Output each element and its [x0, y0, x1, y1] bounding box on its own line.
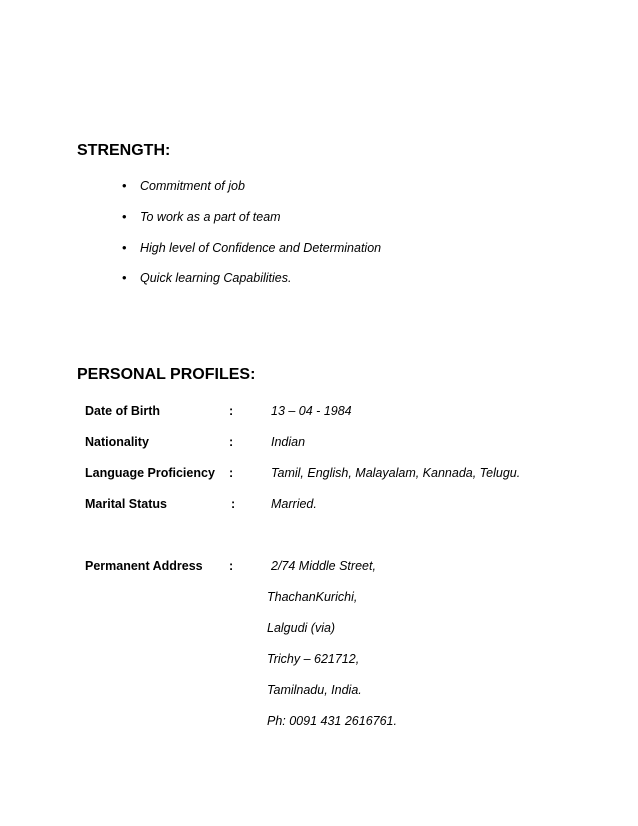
profile-row-nationality	[0, 435, 638, 453]
profile-value: Married.	[271, 497, 317, 511]
bullet-icon: •	[122, 209, 127, 224]
profile-label: Marital Status	[85, 497, 167, 511]
profile-value: 13 – 04 - 1984	[271, 404, 352, 418]
strength-item-text: To work as a part of team	[140, 210, 281, 224]
profile-value: Tamil, English, Malayalam, Kannada, Telugu.	[271, 466, 521, 480]
strength-item-text: High level of Confidence and Determination	[140, 241, 382, 255]
address-line: 2/74 Middle Street,	[271, 559, 376, 573]
address-line: Lalgudi (via)	[267, 621, 336, 635]
profile-separator: :	[231, 497, 236, 511]
bullet-icon: •	[122, 240, 127, 255]
profile-label: Date of Birth	[85, 404, 160, 418]
profile-separator: :	[229, 435, 234, 449]
profile-separator: :	[229, 559, 234, 573]
profile-row-language	[0, 466, 638, 484]
address-line: Tamilnadu, India.	[267, 683, 362, 697]
profile-label: Language Proficiency	[85, 466, 215, 480]
bullet-icon: •	[122, 178, 127, 193]
strength-item-text: Commitment of job	[140, 179, 245, 193]
personal-profiles-heading: PERSONAL PROFILES:	[77, 366, 256, 383]
profile-row-permanent-address	[0, 559, 638, 577]
address-line: Trichy – 621712,	[267, 652, 360, 666]
strength-item	[122, 209, 281, 224]
strength-item-text: Quick learning Capabilities.	[140, 271, 292, 285]
strength-heading: STRENGTH:	[77, 142, 171, 159]
address-line: Ph: 0091 431 2616761.	[267, 714, 397, 728]
strength-item	[122, 178, 245, 193]
strength-item	[122, 240, 381, 255]
profile-label: Permanent Address	[85, 559, 203, 573]
address-line: ThachanKurichi,	[267, 590, 358, 604]
profile-label: Nationality	[85, 435, 149, 449]
bullet-icon: •	[122, 270, 127, 285]
profile-separator: :	[229, 404, 234, 418]
profile-value: Indian	[271, 435, 306, 449]
strength-item	[122, 270, 291, 285]
profile-row-date-of-birth	[0, 404, 638, 422]
profile-separator: :	[229, 466, 234, 480]
profile-row-marital-status	[0, 497, 638, 515]
